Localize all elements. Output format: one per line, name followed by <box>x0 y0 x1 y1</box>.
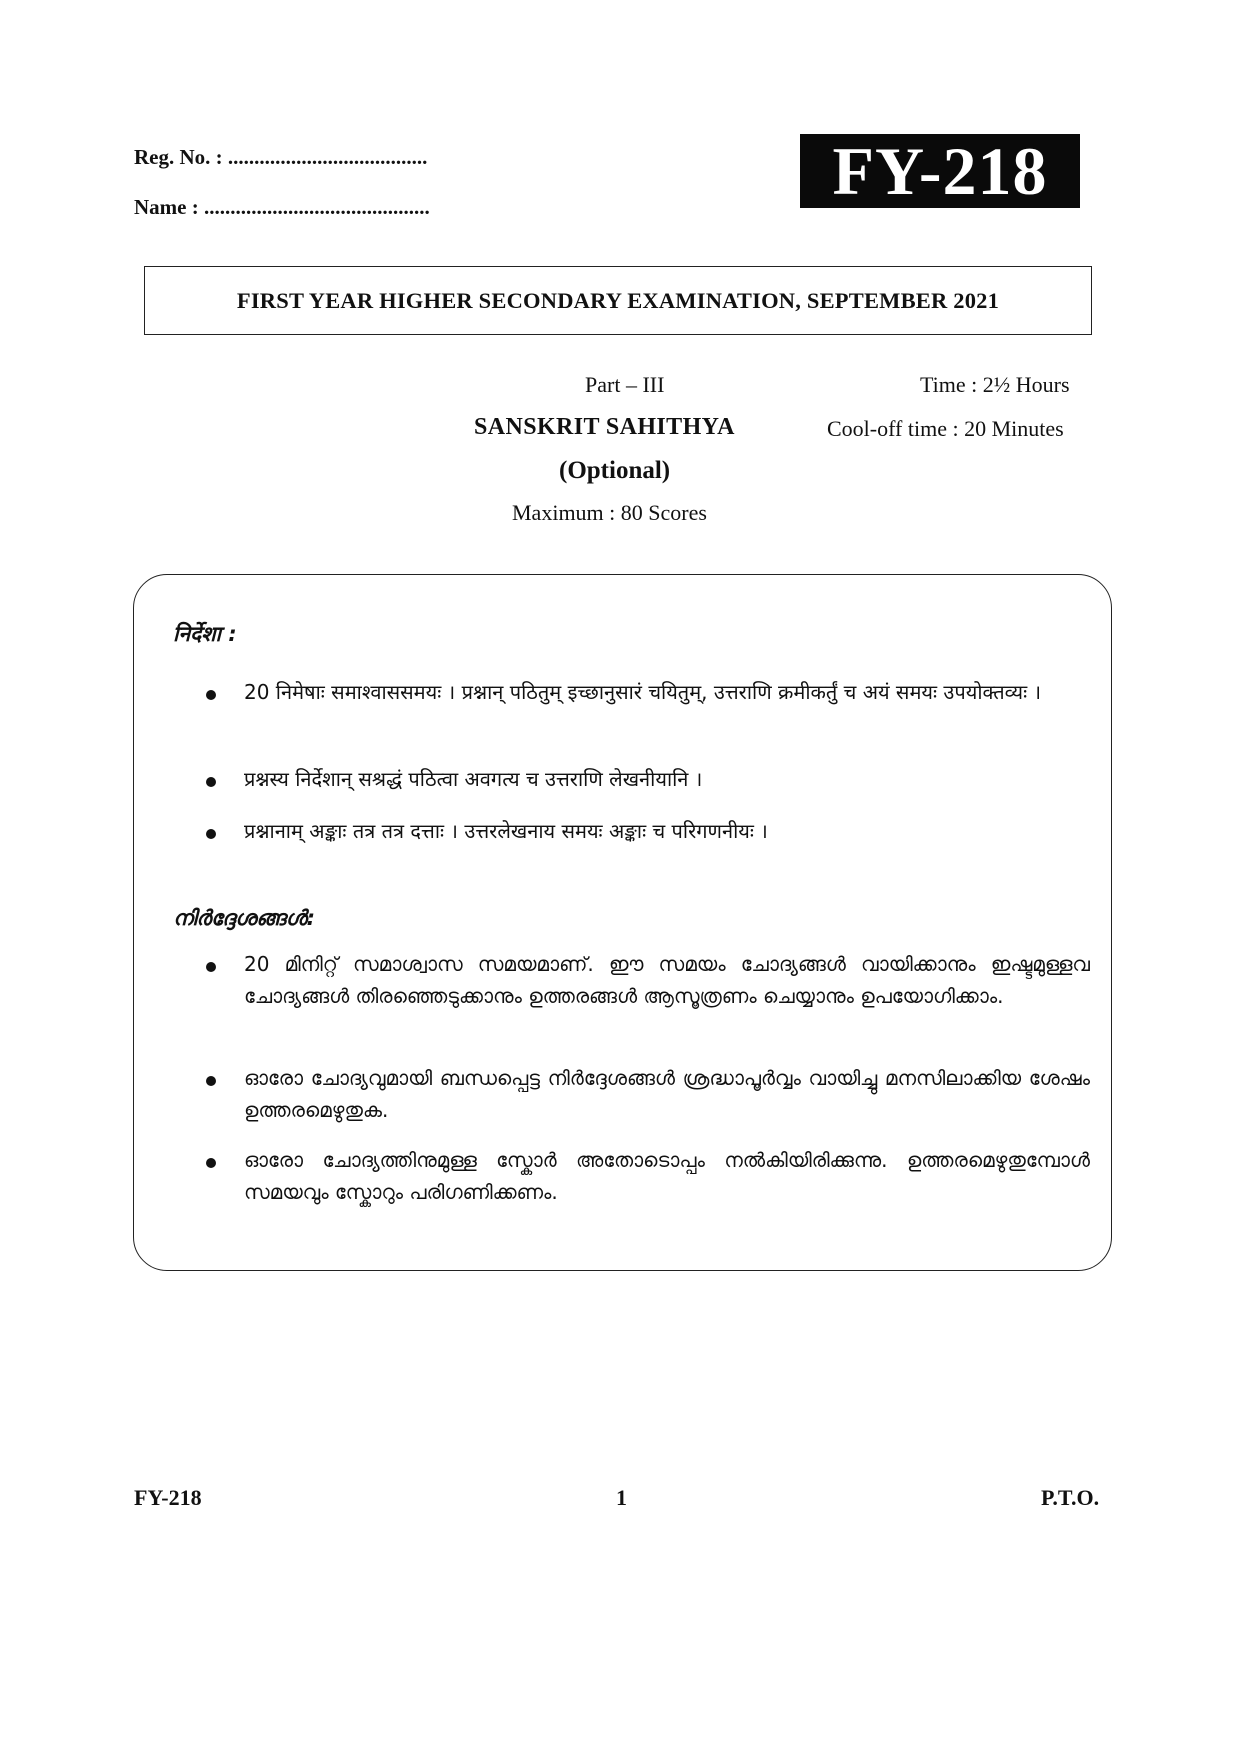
bullet-icon <box>206 962 216 972</box>
bullet-icon <box>206 777 216 787</box>
malayalam-instructions-heading: നിർദ്ദേശങ്ങൾ: <box>173 906 316 930</box>
exam-title: FIRST YEAR HIGHER SECONDARY EXAMINATION, SEPTEMBER 2021 <box>236 287 1000 313</box>
cool-off-label: Cool-off time : 20 Minutes <box>827 416 1064 441</box>
bullet-icon <box>206 1158 216 1168</box>
name-field: Name : ........................................... <box>134 195 430 219</box>
footer-paper-code: FY-218 <box>134 1485 202 1510</box>
bullet-icon <box>206 690 216 700</box>
sanskrit-instruction-item: प्रश्नस्य निर्देशान् सश्रद्धं पठित्वा अवगत्य च उत्तराणि लेखनीयानि । <box>244 767 703 791</box>
optional-label: (Optional) <box>559 457 671 484</box>
malayalam-instruction-item: 20 മിനിറ്റ് സമാശ്വാസ സമയമാണ്. ഈ സമയം ചോദ്യങ്ങൾ വായിക്കാനും ഇഷ്ടമുള്ളവ ചോദ്യങ്ങൾ തിരഞ്ഞെടുക്കാനും ഉത്തരങ്ങൾ ആസൂത്രണം ചെയ്യാനും ഉപയോഗിക്കാം. <box>244 952 1090 1008</box>
pto-label: P.T.O. <box>1041 1485 1100 1510</box>
exam-title-box <box>144 266 1092 335</box>
malayalam-instruction-item: ഓരോ ചോദ്യത്തിനുമുള്ള സ്കോർ അതോടൊപ്പം നൽകിയിരിക്കുന്നു. ഉത്തരമെഴുതുമ്പോൾ സമയവും സ്കോറും പരിഗണിക്കണം. <box>244 1148 1090 1204</box>
reg-no-field: Reg. No. : ...................................... <box>134 145 428 169</box>
subject-title: SANSKRIT SAHITHYA <box>474 414 735 440</box>
sanskrit-instructions-heading: निर्देशा : <box>173 622 237 646</box>
bullet-icon <box>206 1076 216 1086</box>
paper-code-badge: FY-218 <box>800 134 1080 208</box>
sanskrit-instruction-item: 20 निमेषाः समाश्वाससमयः । प्रश्नान् पठितुम् इच्छानुसारं चयितुम्, उत्तराणि क्रमीकर्तुं च अयं समयः उपयोक्तव्यः । <box>244 680 1042 704</box>
page-number: 1 <box>616 1485 627 1510</box>
part-label: Part – III <box>585 372 665 397</box>
maximum-score-label: Maximum : 80 Scores <box>512 500 707 525</box>
sanskrit-instruction-item: प्रश्नानाम् अङ्काः तत्र तत्र दत्ताः । उत्तरलेखनाय समयः अङ्काः च परिगणनीयः । <box>244 819 768 843</box>
bullet-icon <box>206 829 216 839</box>
malayalam-instruction-item: ഓരോ ചോദ്യവുമായി ബന്ധപ്പെട്ട നിർദ്ദേശങ്ങൾ ശ്രദ്ധാപൂർവ്വം വായിച്ചു മനസിലാക്കിയ ശേഷം ഉത്തരമെഴുതുക. <box>244 1066 1090 1122</box>
time-label: Time : 2½ Hours <box>920 372 1070 397</box>
